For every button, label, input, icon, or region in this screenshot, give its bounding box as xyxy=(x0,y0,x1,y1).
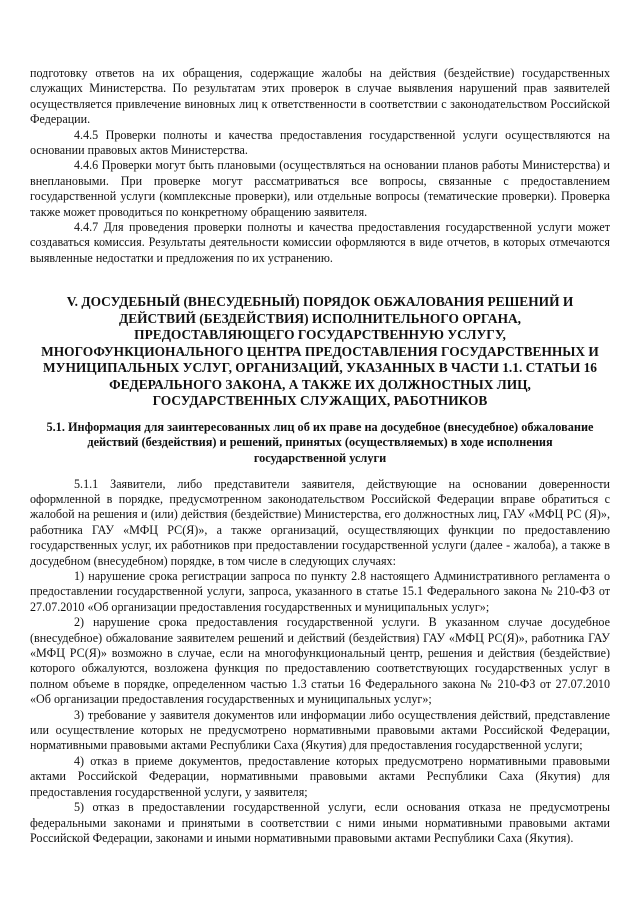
paragraph-4-4-6: 4.4.6 Проверки могут быть плановыми (осуществляться на основании планов работы Министерства) и внеплановыми. При проверке могут рассматриваться все вопросы, связанные с предоставлением государственной услуги (комплексные проверки), или отдельные вопросы (тематические проверки). Проверка также может проводиться по конкретному обращению заявителя. xyxy=(30,158,610,219)
list-item: 5) отказ в предоставлении государственной услуги, если основания отказа не предусмотрены федеральными законами и принятыми в соответствии с ними иными нормативными правовыми актами Российской Федерации, законами и иными нормативными правовыми актами Республики Саха (Якутия). xyxy=(30,800,610,845)
intro-paragraph: подготовку ответов на их обращения, содержащие жалобы на действия (бездействие) государственных служащих Министерства. По результатам этих проверок в случае выявления нарушений прав заявителей осуществляется привлечение виновных лиц к ответственности в соответствии с законодательством Российской Федерации. xyxy=(30,66,610,127)
paragraph-5-1-1: 5.1.1 Заявители, либо представители заявителя, действующие на основании доверенности оформленной в порядке, предусмотренном законодательством Российской Федерации вправе обратиться с жалобой на решения и (или) действия (бездействие) Министерства, его должностных лиц, ГАУ «МФЦ РС (Я)», работника ГАУ «МФЦ РС(Я)», а также организаций, осуществляющих функции по предоставлению государственных услуг, их работников при предоставлении государственной услуги (далее - жалоба), а также в досудебном (внесудебном) порядке, в том числе в следующих случаях: xyxy=(30,476,610,568)
section-5-title: V. ДОСУДЕБНЫЙ (ВНЕСУДЕБНЫЙ) ПОРЯДОК ОБЖАЛОВАНИЯ РЕШЕНИЙ И ДЕЙСТВИЙ (БЕЗДЕЙСТВИЯ) ИСПОЛНИТЕЛЬНОГО ОРГАНА, ПРЕДОСТАВЛЯЮЩЕГО ГОСУДАРСТВЕННУЮ УСЛУГУ, МНОГОФУНКЦИОНАЛЬНОГО ЦЕНТРА ПРЕДОСТАВЛЕНИЯ ГОСУДАРСТВЕННЫХ И МУНИЦИПАЛЬНЫХ УСЛУГ, ОРГАНИЗАЦИЙ, УКАЗАННЫХ В ЧАСТИ 1.1. СТАТЬИ 16 ФЕДЕРАЛЬНОГО ЗАКОНА, А ТАКЖЕ ИХ ДОЛЖНОСТНЫХ ЛИЦ, ГОСУДАРСТВЕННЫХ СЛУЖАЩИХ, РАБОТНИКОВ xyxy=(41,294,599,409)
subsection-5-1-title: 5.1. Информация для заинтересованных лиц об их праве на досудебное (внесудебное) обжалование действий (бездействия) и решений, принятых (осуществляемых) в ходе исполнения государственной услуги xyxy=(46,419,594,465)
paragraph-4-4-5: 4.4.5 Проверки полноты и качества предоставления государственной услуги осуществляются на основании правовых актов Министерства. xyxy=(30,127,610,158)
list-item: 3) требование у заявителя документов или информации либо осуществления действий, представление или осуществление которых не предусмотрено нормативными правовыми актами Российской Федерации, нормативными правовыми актами Республики Саха (Якутия) для предоставления государственной услуги; xyxy=(30,707,610,753)
list-item: 1) нарушение срока регистрации запроса по пункту 2.8 настоящего Административного регламента о предоставлении государственной услуги, запроса, указанного в статье 15.1 Федерального закона № 210-ФЗ от 27.07.2010 «Об организации предоставления государственных и муниципальных услуг»; xyxy=(30,569,610,614)
list-item: 4) отказ в приеме документов, предоставление которых предусмотрено нормативными правовыми актами Российской Федерации, нормативными правовыми актами Республики Саха (Якутия) для предоставления государственной услуги, у заявителя; xyxy=(30,753,610,799)
list-item: 2) нарушение срока предоставления государственной услуги. В указанном случае досудебное (внесудебное) обжалование заявителем решений и действий (бездействия) ГАУ «МФЦ РС(Я)», работника ГАУ «МФЦ РС(Я)» возможно в случае, если на многофункциональный центр, решения и действия (бездействие) которого обжалуются, возложена функция по предоставлению соответствующих государственных услуг в полном объеме в порядке, определенном частью 1.3 статьи 16 Федерального закона № 210-ФЗ от 27.07.2010 «Об организации предоставления государственных и муниципальных услуг»; xyxy=(30,615,610,707)
paragraph-4-4-7: 4.4.7 Для проведения проверки полноты и качества предоставления государственной услуги может создаваться комиссия. Результаты деятельности комиссии оформляются в виде отчетов, в которых отмечаются выявленные недостатки и предложения по их устранению. xyxy=(30,220,610,265)
